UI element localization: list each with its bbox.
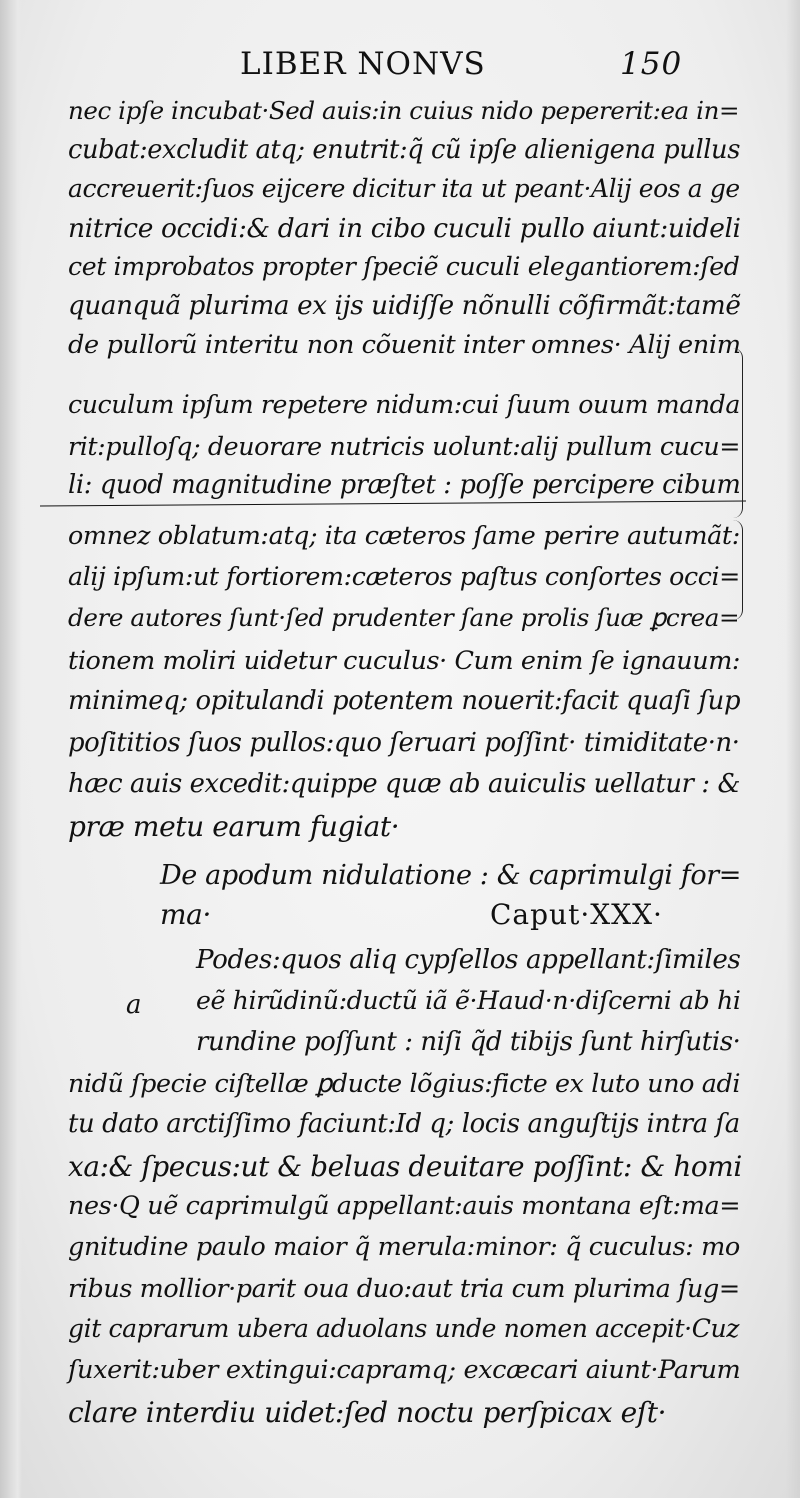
text-line: git caprarum ubera aduolans unde nomen accepit·Cuz <box>68 1314 740 1343</box>
text-line: nidũ ſpecie ciſtellæ ꝑducte lõgius:ficte ex luto uno adi <box>68 1068 741 1098</box>
text-line: cubat:excludit atq; enutrit:q̃ cũ ipſe alienigena pullus <box>68 135 740 165</box>
text-line: nec ipſe incubat·Sed auis:in cuius nido pepererit:ea in= <box>68 96 740 125</box>
text-line: cuculum ipſum repetere nidum:cui ſuum ouum manda <box>68 390 740 419</box>
text-line: poſititios ſuos pullos:quo ſeruari poſſint· timiditate·n· <box>68 728 740 758</box>
chapter-label: Caput·XXX· <box>490 898 663 931</box>
text-line: de pullorũ interitu non cõuenit inter omnes· Alij enim <box>68 330 741 360</box>
running-title: LIBER NONVS <box>240 46 486 82</box>
chapter-heading-line: De apodum nidulatione : & caprimulgi for= <box>160 860 742 891</box>
text-line: xa:& ſpecus:ut & beluas deuitare poſſint: & homi <box>68 1150 742 1183</box>
text-line: rit:pulloſq; deuorare nutricis uolunt:alij pullum cucu= <box>68 431 741 461</box>
text-line: alij ipſum:ut fortiorem:cæteros paſtus conſortes occi= <box>68 562 740 591</box>
text-line: Podes:quos aliq cypſellos appellant:ſimiles <box>196 945 741 975</box>
text-line: ribus mollior·parit oua duo:aut tria cum plurima ſug= <box>68 1273 740 1303</box>
text-line: dere autores ſunt·ſed prudenter ſane prolis ſuæ ꝑcrea= <box>68 603 740 632</box>
text-line: gnitudine paulo maior q̃ merula:minor: q̃ cuculus: mo <box>68 1232 740 1262</box>
text-line: quanquã plurima ex ijs uidiſſe nõnulli cõfirmãt:tamẽ <box>68 291 741 321</box>
chapter-heading-line: ma· <box>160 898 211 931</box>
text-line: tu dato arctiſſimo faciunt:Id q; locis anguſtijs intra ſa <box>68 1109 740 1139</box>
text-line: omnez oblatum:atq; ita cæteros ſame perire autumãt: <box>68 520 740 550</box>
text-line: præ metu earum fugiat· <box>68 810 400 843</box>
text-line: eẽ hirũdinũ:ductũ iã ẽ·Haud·n·diſcerni ab hi <box>196 986 741 1015</box>
margin-bracket <box>728 520 743 620</box>
text-line: rundine poſſunt : niſi q̃d tibijs ſunt hirſutis· <box>196 1027 741 1057</box>
text-line: accreuerit:ſuos eijcere dicitur ita ut peant·Alij eos a ge <box>68 174 740 203</box>
text-line: tionem moliri uidetur cuculus· Cum enim ſe ignauum: <box>68 645 741 675</box>
text-line: hæc auis excedit:quippe quæ ab auiculis uellatur : & <box>68 769 741 799</box>
text-line: nitrice occidi:& dari in cibo cuculi pullo aiunt:uideli <box>68 213 741 244</box>
folio-number: 150 <box>620 46 683 82</box>
text-line: li: quod magnitudine præſtet : poſſe percipere cibum <box>68 470 741 500</box>
text-line: ſuxerit:uber extingui:capramq; excæcari aiunt·Parum <box>68 1355 741 1385</box>
text-line: minimeq; opitulandi potentem nouerit:facit quaſi ſup <box>68 686 741 716</box>
margin-note: a <box>126 990 142 1020</box>
text-line: clare interdiu uidet:ſed noctu perſpicax eſt· <box>68 1396 667 1429</box>
text-line: cet improbatos propter ſpeciẽ cuculi elegantiorem:ſed <box>68 252 740 281</box>
text-line: nes·Q uẽ caprimulgũ appellant:auis montana eſt:ma= <box>68 1191 741 1221</box>
underline-rule <box>40 501 746 507</box>
margin-bracket <box>728 348 743 518</box>
